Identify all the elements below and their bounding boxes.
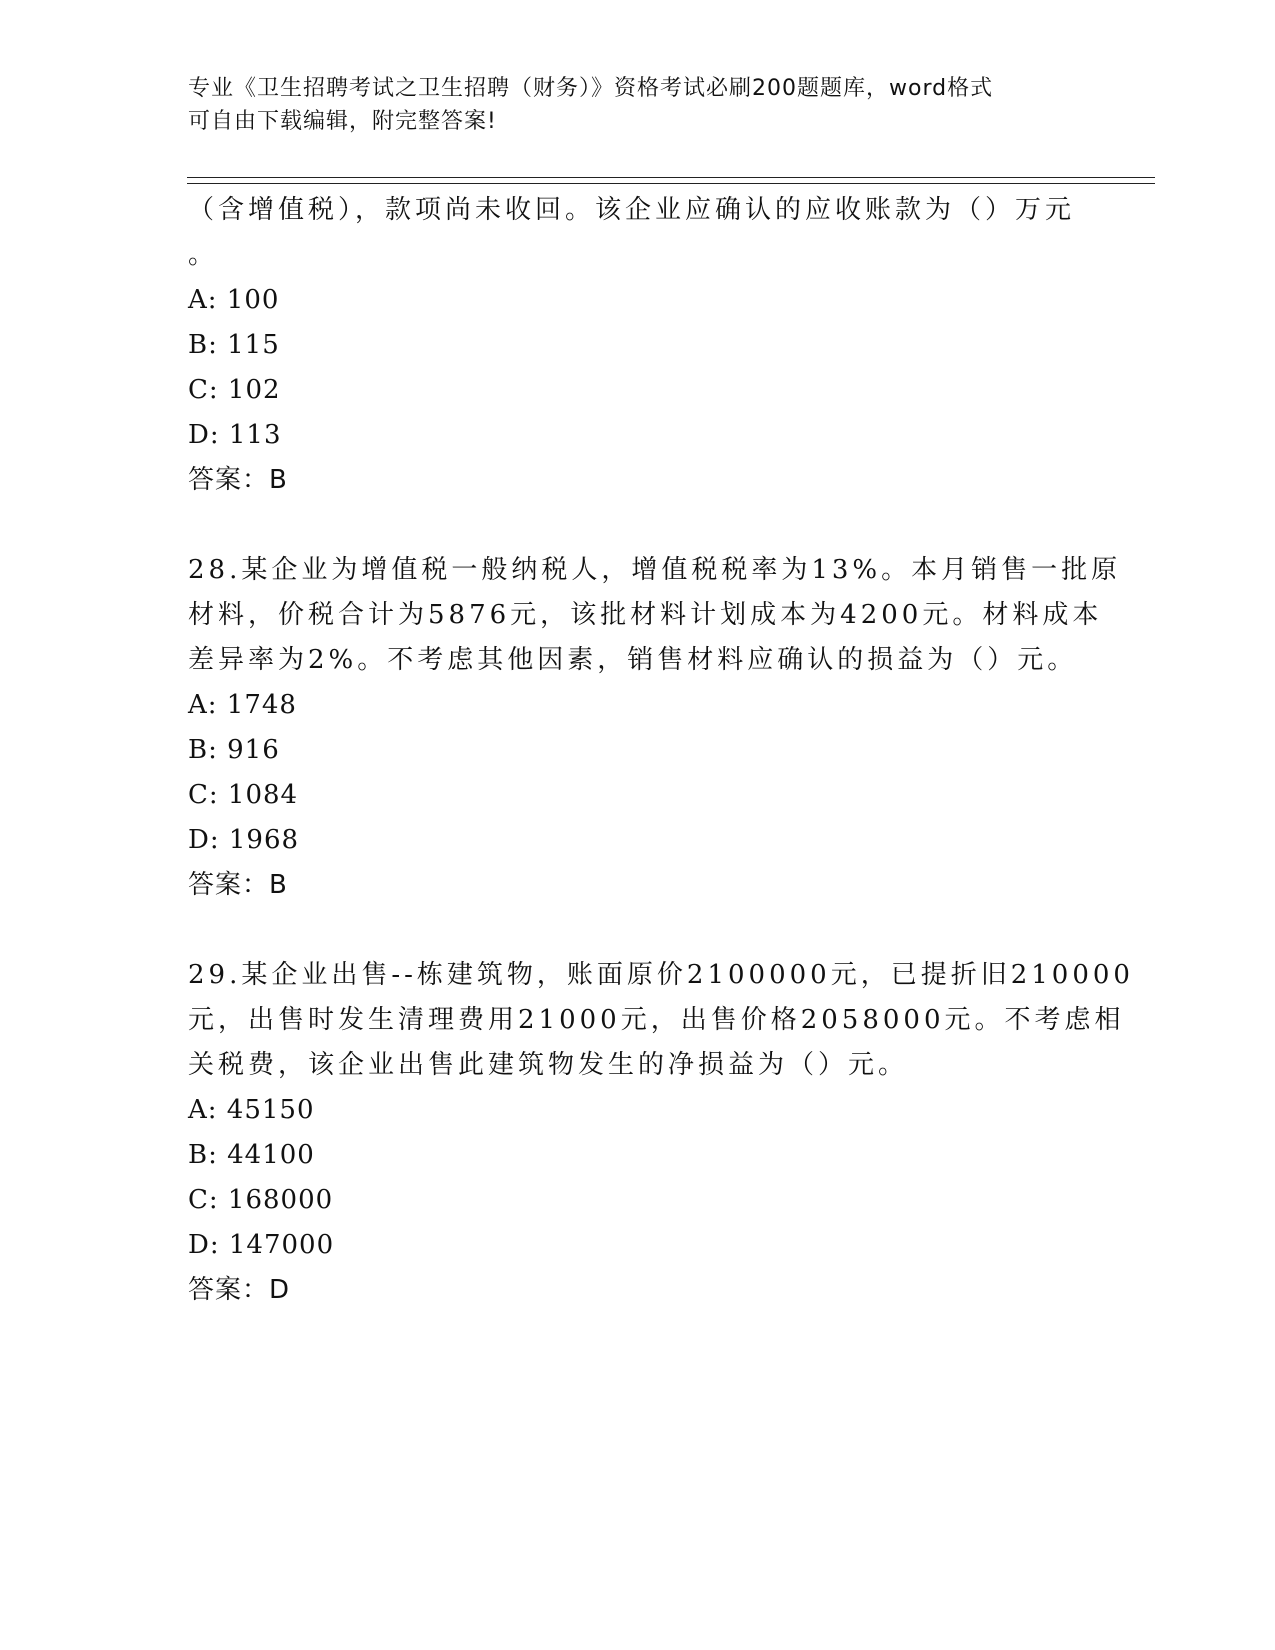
option-a: A: 45150 [188,1095,315,1125]
question-block [188,188,1088,503]
document-header [188,72,1068,138]
option-d: D: 113 [188,420,282,450]
option-b: B: 916 [188,735,280,765]
answer: 答案：D [188,1275,291,1305]
option-c: C: 168000 [188,1185,334,1215]
option-c: C: 102 [188,375,281,405]
spacer [188,908,1088,953]
option-a: A: 1748 [188,690,297,720]
header-divider [187,183,1155,184]
spacer [188,503,1088,548]
question-text-line: 差异率为2%。不考虑其他因素，销售材料应确认的损益为（）元。 [188,645,1078,675]
option-d: D: 147000 [188,1230,335,1260]
question-text-line: 。 [188,240,219,270]
header-line: 专业《卫生招聘考试之卫生招聘（财务）》资格考试必刷200题题库，word格式 [188,76,994,101]
answer: 答案：B [188,465,288,495]
option-b: B: 44100 [188,1140,315,1170]
question-text-line: 28.某企业为增值税一般纳税人，增值税税率为13%。本月销售一批原 [188,555,1122,585]
option-a: A: 100 [188,285,280,315]
answer: 答案：B [188,870,288,900]
question-text-line: 关税费，该企业出售此建筑物发生的净损益为（）元。 [188,1050,909,1080]
header-line: 可自由下载编辑，附完整答案! [188,109,497,134]
question-block [188,548,1122,908]
question-block [188,953,1134,1313]
question-text-line: 材料，价税合计为5876元，该批材料计划成本为4200元。材料成本 [188,600,1103,630]
option-d: D: 1968 [188,825,300,855]
document-body [188,188,1134,1313]
question-text-line: 29.某企业出售--栋建筑物，账面原价2100000元，已提折旧210000 [188,960,1134,990]
header-divider [187,177,1155,178]
option-b: B: 115 [188,330,280,360]
question-text-line: （含增值税），款项尚未收回。该企业应确认的应收账款为（）万元 [188,195,1076,225]
option-c: C: 1084 [188,780,299,810]
question-text-line: 元，出售时发生清理费用21000元，出售价格2058000元。不考虑相 [188,1005,1125,1035]
